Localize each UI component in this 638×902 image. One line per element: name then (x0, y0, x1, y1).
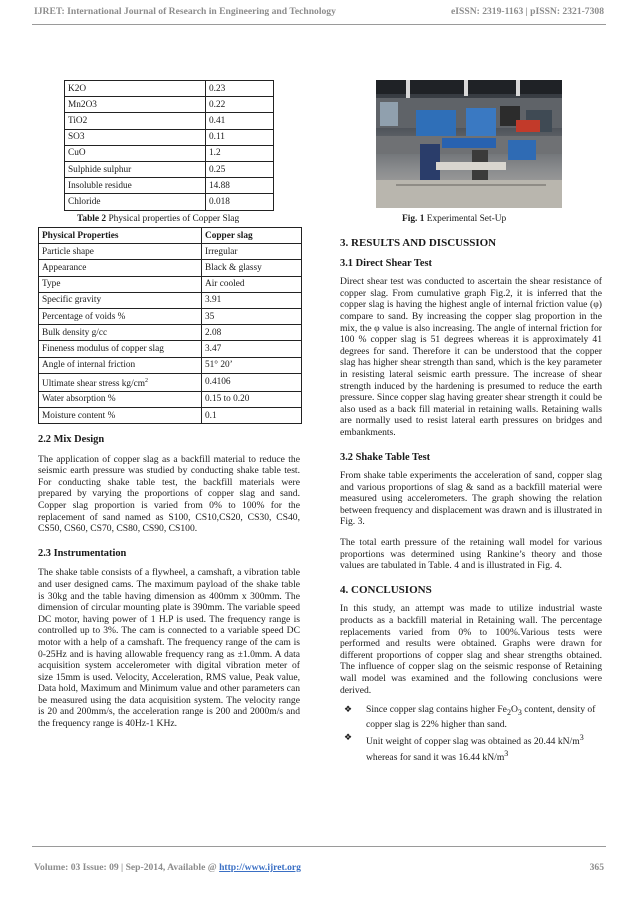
footer-volume: Volume: 03 Issue: 09 | Sep-2014, Available @ http://www.ijret.org (34, 862, 301, 873)
table-row (39, 244, 302, 260)
left-column (38, 434, 300, 730)
table-cell: Black & glassy (202, 260, 302, 276)
table-cell: 2.08 (202, 325, 302, 341)
diamond-bullet-icon: ❖ (344, 732, 353, 743)
figure1-caption: Fig. 1 Experimental Set-Up (402, 214, 507, 224)
table-row (65, 81, 274, 97)
table-cell: CuO (65, 145, 206, 161)
table-cell: Specific gravity (39, 292, 202, 308)
section-heading-results: 3. RESULTS AND DISCUSSION (340, 237, 497, 249)
table-cell: 1.2 (206, 145, 274, 161)
table-cell: Ultimate shear stress $kg/cm^2$ (39, 373, 202, 391)
table-row (65, 113, 274, 129)
table-cell: TiO2 (65, 113, 206, 129)
table-row (39, 308, 302, 324)
page-footer (34, 862, 604, 873)
table-row (39, 373, 302, 391)
table-row (65, 129, 274, 145)
table-cell: Insoluble residue (65, 178, 206, 194)
table-cell: 0.15 to 0.20 (202, 391, 302, 407)
table-header-row (39, 228, 302, 244)
table-row (39, 292, 302, 308)
table-row (65, 97, 274, 113)
table-row (39, 260, 302, 276)
section-heading-conclusions: 4. CONCLUSIONS (340, 583, 432, 596)
table-row (39, 276, 302, 292)
physical-properties-table (38, 227, 302, 424)
conclusions-paragraph: In this study, an attempt was made to utilize industrial waste products as a backfill material in Retaining wall. The percentage replacements varied from 0% to 100%.Various tests were performed and results were obtained. Graphs were drawn for different proportions of copper slag and shear strengths obtained. The influence of copper slag on the seismic response of Retaining wall model was examined and the following conclusions were derived. (340, 603, 602, 696)
table-cell: Particle shape (39, 244, 202, 260)
table-row (39, 341, 302, 357)
table-cell: 0.1 (202, 407, 302, 423)
table-cell: Type (39, 276, 202, 292)
section-heading-instrumentation: 2.3 Instrumentation (38, 547, 127, 559)
table-row (39, 391, 302, 407)
table-cell: Bulk density g/cc (39, 325, 202, 341)
table-cell: Chloride (65, 194, 206, 210)
table-row (65, 178, 274, 194)
diamond-bullet-icon: ❖ (344, 704, 353, 715)
table-cell: 0.25 (206, 161, 274, 177)
table-cell: 3.47 (202, 341, 302, 357)
page-header (34, 6, 604, 17)
journal-issn: eISSN: 2319-1163 | pISSN: 2321-7308 (451, 6, 604, 17)
table-cell: Air cooled (202, 276, 302, 292)
table-cell: K2O (65, 81, 206, 97)
right-column (340, 238, 602, 764)
table-cell: SO3 (65, 129, 206, 145)
journal-link[interactable]: http://www.ijret.org (219, 862, 301, 873)
table-cell: 0.4106 (202, 373, 302, 391)
list-item: ❖ Since copper slag contains higher $Fe_2O_3$ content, density of copper slag is 22% higher than sand. (340, 704, 602, 730)
header-rule (32, 24, 606, 25)
table-row (39, 407, 302, 423)
table-cell: Sulphide sulphur (65, 161, 206, 177)
table-cell: Water absorption % (39, 391, 202, 407)
shake-table-paragraph-2: The total earth pressure of the retaining wall model for various proportions was determined using Rankine’s theory and those values are tabulated in Table. 4 and is illustrated in Fig. 4. (340, 537, 602, 572)
instrumentation-paragraph: The shake table consists of a flywheel, a camshaft, a vibration table and user designed cams. The maximum payload of the shake table is 30kg and the table having dimension as 400mm x 300mm. The dimension of circular mounting plate is 390mm. The variable speed DC motor, having power of 1 H.P is used. The frequency range is controlled up to 3%. The cam is connected to a variable speed DC motor with a help of a camshaft. The frequency range of the cam is 0-25Hz and is having allowable frequency rang as ±1.0mm. A data acquisition system accelerometer with digital vibration meter of size 15mm is used. Velocity, Acceleration, RMS value, Peak value, Data hold, Maximum and Minimum value and other parameters can be measured using the data acquisition system. The velocity range is 20 and 200mm/s, the acceleration range is 200 and 2000m/s and the frequency range is 40Hz-1 KHz. (38, 567, 300, 730)
table-cell: 3.91 (202, 292, 302, 308)
table-row (65, 161, 274, 177)
table-cell: 0.11 (206, 129, 274, 145)
table-cell: 35 (202, 308, 302, 324)
table-cell: 14.88 (206, 178, 274, 194)
table-cell: 0.41 (206, 113, 274, 129)
table2-caption: Table 2 Physical properties of Copper Slag (77, 214, 240, 224)
page-number: 365 (589, 862, 604, 873)
journal-title: IJRET: International Journal of Research in Engineering and Technology (34, 6, 336, 17)
table-cell: 0.22 (206, 97, 274, 113)
table-cell: 0.018 (206, 194, 274, 210)
table-cell: Fineness modulus of copper slag (39, 341, 202, 357)
table-row (39, 325, 302, 341)
table-header-cell: Copper slag (202, 228, 302, 244)
shake-table-paragraph-1: From shake table experiments the acceleration of sand, copper slag and various proportions of slag & sand as a backfill material were measured using accelerometers. The graph showing the relation between frequency and displacement was drawn and is illustrated in Fig. 3. (340, 470, 602, 528)
table-cell: 51° 20’ (202, 357, 302, 373)
experimental-setup-photo (376, 80, 562, 208)
direct-shear-paragraph: Direct shear test was conducted to ascertain the shear resistance of copper slag. From cumulative graph Fig.2, it is inferred that the copper slag is having the highest angle of internal friction value (φ) compare to sand. By increasing the copper slag proportion in the mix, the φ value is also increasing. The angle of internal friction for 100 % copper slag is 51 degrees whereas it is approximately 41 degrees for sand. Therefore it can be understood that the copper slag has higher shear strength than sand, which is the key parameter in resisting lateral seismic earth pressure. The increase of shear strength induced by the hardening is presumed to reduce the earth pressure. Since copper slag having greater shear strength it could be also used as a back fill material in retaining walls. Retaining walls are normally used to resist lateral earth pressures on bridges and embankments. (340, 276, 602, 438)
section-heading-mix-design: 2.2 Mix Design (38, 434, 105, 445)
list-item: ❖ Unit weight of copper slag was obtained as 20.44 $kN/m^3$ whereas for sand it was 16.44 $kN/m^3$ (340, 732, 602, 764)
table-header-cell: Physical Properties (39, 228, 202, 244)
chemical-composition-table (64, 80, 274, 211)
table-cell: Moisture content % (39, 407, 202, 423)
table-cell: Angle of internal friction (39, 357, 202, 373)
section-heading-shake-table: 3.2 Shake Table Test (340, 451, 431, 463)
table-cell: Irregular (202, 244, 302, 260)
table-row (65, 145, 274, 161)
table-cell: 0.23 (206, 81, 274, 97)
table-row (65, 194, 274, 210)
table-cell: Mn2O3 (65, 97, 206, 113)
table-cell: Percentage of voids % (39, 308, 202, 324)
table-row (39, 357, 302, 373)
table-cell: Appearance (39, 260, 202, 276)
mix-design-paragraph: The application of copper slag as a backfill material to reduce the seismic earth pressure was studied by conducting shake table test. For conducting shake table test, the backfill materials were prepared by varying the proportions of copper slag and sand. Copper slag proportion is varied from 0% to 100% for the replacement of sand named as S100, CS10,CS20, CS30, CS40, CS50, CS60, CS70, CS80, CS90, CS100. (38, 453, 300, 535)
footer-rule (32, 846, 606, 847)
section-heading-direct-shear: 3.1 Direct Shear Test (340, 257, 432, 269)
